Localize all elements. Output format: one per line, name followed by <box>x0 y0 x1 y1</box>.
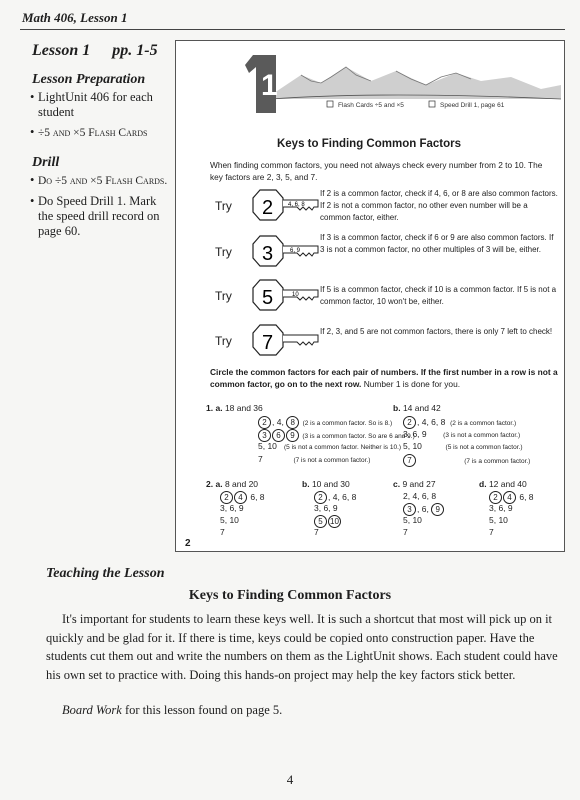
problem-label: a. <box>215 403 223 413</box>
header-rule <box>20 29 565 30</box>
instructions <box>210 366 560 390</box>
problem-row: 5, 10 (5 is not a common factor.) <box>403 441 523 451</box>
problem-2c-rows <box>403 491 445 539</box>
key-5-text: If 5 is a common factor, check if 10 is a common factor. If 5 is not a common factor, 10 won't be, either. <box>320 285 557 306</box>
problem-label: b. <box>302 479 310 489</box>
problem-number: 2. <box>206 479 214 489</box>
problem-row: 5, 10 <box>489 515 508 525</box>
key-number: 7 <box>262 332 274 354</box>
problem-row: 5, 10 <box>220 515 239 525</box>
lesson-pages: pp. 1-5 <box>112 42 158 59</box>
instructions-normal: Number 1 is done for you. <box>363 379 461 389</box>
problem-row: 7 <box>403 527 408 537</box>
running-head: Math 406, Lesson 1 <box>22 10 128 25</box>
problem-row: 3, 6, 9 <box>220 503 244 513</box>
problem-row: 7 <box>220 527 225 537</box>
problem-label: a. <box>215 479 223 489</box>
key-2-text: If 2 is a common factor, check if 4, 6, or 8 are also common factors. If 2 is not a common factor, no other even number will be a common factor, either. <box>320 189 558 222</box>
teaching-heading: Teaching the Lesson <box>46 566 165 581</box>
key-icon <box>250 187 320 223</box>
try-label: Try <box>215 199 232 213</box>
lightunit-page-number: 2 <box>185 538 191 549</box>
prep-item-2: ÷5 and ×5 Flash Cards <box>38 127 148 139</box>
teaching-paragraph: It's important for students to learn these keys well. It is such a shortcut that most will pick up on it quickly and be glad for it. If there is time, keys could be copied onto construction paper. Have the students cut them out and write the numbers on them as the LightUnit shows. Each student could have his own set to practice with. Doing this hands-on project may help the key factors stick better. <box>46 612 558 682</box>
problem-row: 3, 6, 9 <box>314 503 338 513</box>
problem-pair: 14 and 42 <box>402 403 441 413</box>
board-work-text: for this lesson found on page 5. <box>124 703 283 717</box>
key-3-text: If 3 is a common factor, check if 6 or 9 are also common factors. If 3 is not a common factor, no other multiples of 3 will be, either. <box>320 233 554 254</box>
board-work-note <box>62 703 282 718</box>
drill-item-2: Do Speed Drill 1. Mark the speed drill record on page 60. <box>38 194 160 238</box>
key-teeth: 4, 6, 8 <box>288 202 305 208</box>
problem-row: 7 (7 is not a common factor.) <box>258 453 371 464</box>
problem-pair: 8 and 20 <box>224 479 259 489</box>
problem-row: 2 , 4, 6, 8 (2 is a common factor.) <box>403 416 530 429</box>
teaching-subheading: Keys to Finding Common Factors <box>188 588 392 603</box>
problem-row: 7 <box>314 527 319 537</box>
problem-1a-rows <box>258 416 415 466</box>
problem-row: 5, 10 <box>403 515 422 525</box>
problem-row: 3 , 6, 9 <box>403 503 445 515</box>
problem-2c-header <box>393 479 436 489</box>
problem-row: 7 (7 is a common factor.) <box>403 454 530 467</box>
problem-label: c. <box>393 479 401 489</box>
list-item: • Do Speed Drill 1. Mark the speed drill record on page 60. <box>30 194 160 238</box>
problem-row: 2 , 4, 6, 8 <box>314 491 356 503</box>
key-icon <box>250 277 320 313</box>
problem-row: 3, 6, 9 <box>489 503 513 513</box>
key-icon <box>250 322 320 358</box>
page-number: 4 <box>286 772 294 787</box>
key-number: 3 <box>262 243 274 265</box>
problem-row: 7 <box>489 527 494 537</box>
list-item: • Do ÷5 and ×5 Flash Cards. <box>30 173 168 187</box>
drill-heading: Drill <box>32 155 60 170</box>
problem-2a-rows <box>220 491 265 539</box>
problem-1b-header <box>393 403 441 413</box>
problem-row: 2 4 6, 8 <box>489 491 534 503</box>
problem-row: 3, 6, 9 (3 is not a common factor.) <box>403 428 521 439</box>
key-7-text: If 2, 3, and 5 are not common factors, there is only 7 left to check! <box>320 327 553 336</box>
list-item: • LightUnit 406 for each student <box>30 90 153 119</box>
problem-pair: 9 and 27 <box>402 479 436 489</box>
drill-list <box>30 173 170 244</box>
problem-row: 5, 10 (5 is not a common factor. Neither is 10.) <box>258 441 402 451</box>
try-label: Try <box>215 289 232 303</box>
key-number: 5 <box>262 287 274 309</box>
instructions-bold: Circle the common factors for each pair of numbers. If the first number in a row is not a common factor, go on to the next row. <box>210 367 558 389</box>
problem-1b-rows <box>403 416 530 466</box>
key-icon <box>250 233 320 269</box>
problem-label: d. <box>479 479 487 489</box>
lesson-prep-list <box>30 90 170 146</box>
problem-pair: 10 and 30 <box>311 479 350 489</box>
problem-2b-rows <box>314 491 356 539</box>
mountain-header-illustration <box>181 55 561 119</box>
problem-row: 2 4 6, 8 <box>220 491 265 503</box>
drill-item-1: Do ÷5 and ×5 Flash Cards. <box>38 175 168 187</box>
board-work-label: Board Work <box>62 703 122 717</box>
problem-2b-header <box>302 479 350 489</box>
try-label: Try <box>215 245 232 259</box>
problem-2d-rows <box>489 491 534 539</box>
lesson-title-text: Lesson 1 <box>32 42 91 59</box>
problem-pair: 18 and 36 <box>224 403 263 413</box>
flash-cards-label: Flash Cards ÷5 and ×5 <box>338 102 404 109</box>
problem-label: b. <box>393 403 401 413</box>
lesson-title <box>32 42 158 60</box>
try-label: Try <box>215 334 232 348</box>
panel-intro: When finding common factors, you need not always check every number from 2 to 10. The key factors are 2, 3, 5, and 7. <box>210 160 543 182</box>
problem-row: 5 10 <box>314 515 356 527</box>
problem-row: 2, 4, 6, 8 <box>403 491 437 501</box>
key-number: 2 <box>262 197 274 219</box>
panel-title: Keys to Finding Common Factors <box>276 138 461 150</box>
problem-2d-header <box>479 479 527 489</box>
problem-pair: 12 and 40 <box>488 479 527 489</box>
lesson-prep-heading: Lesson Preparation <box>32 72 146 87</box>
list-item: • ÷5 and ×5 Flash Cards <box>30 125 148 139</box>
big-lesson-number: 1 <box>261 69 278 102</box>
problem-1a-header <box>206 403 263 413</box>
problem-row: 3 6 9 (3 is a common factor. So are 6 and 9.) <box>258 429 415 442</box>
speed-drill-label: Speed Drill 1, page 61 <box>440 102 505 109</box>
problem-2a-header <box>206 479 258 489</box>
key-teeth: 10 <box>292 292 299 298</box>
problem-row: 2 , 4, 8 (2 is a common factor. So is 8.) <box>258 416 415 429</box>
problem-number: 1. <box>206 403 214 413</box>
prep-item-1: LightUnit 406 for each student <box>38 90 153 119</box>
key-teeth: 6, 9 <box>290 248 301 254</box>
